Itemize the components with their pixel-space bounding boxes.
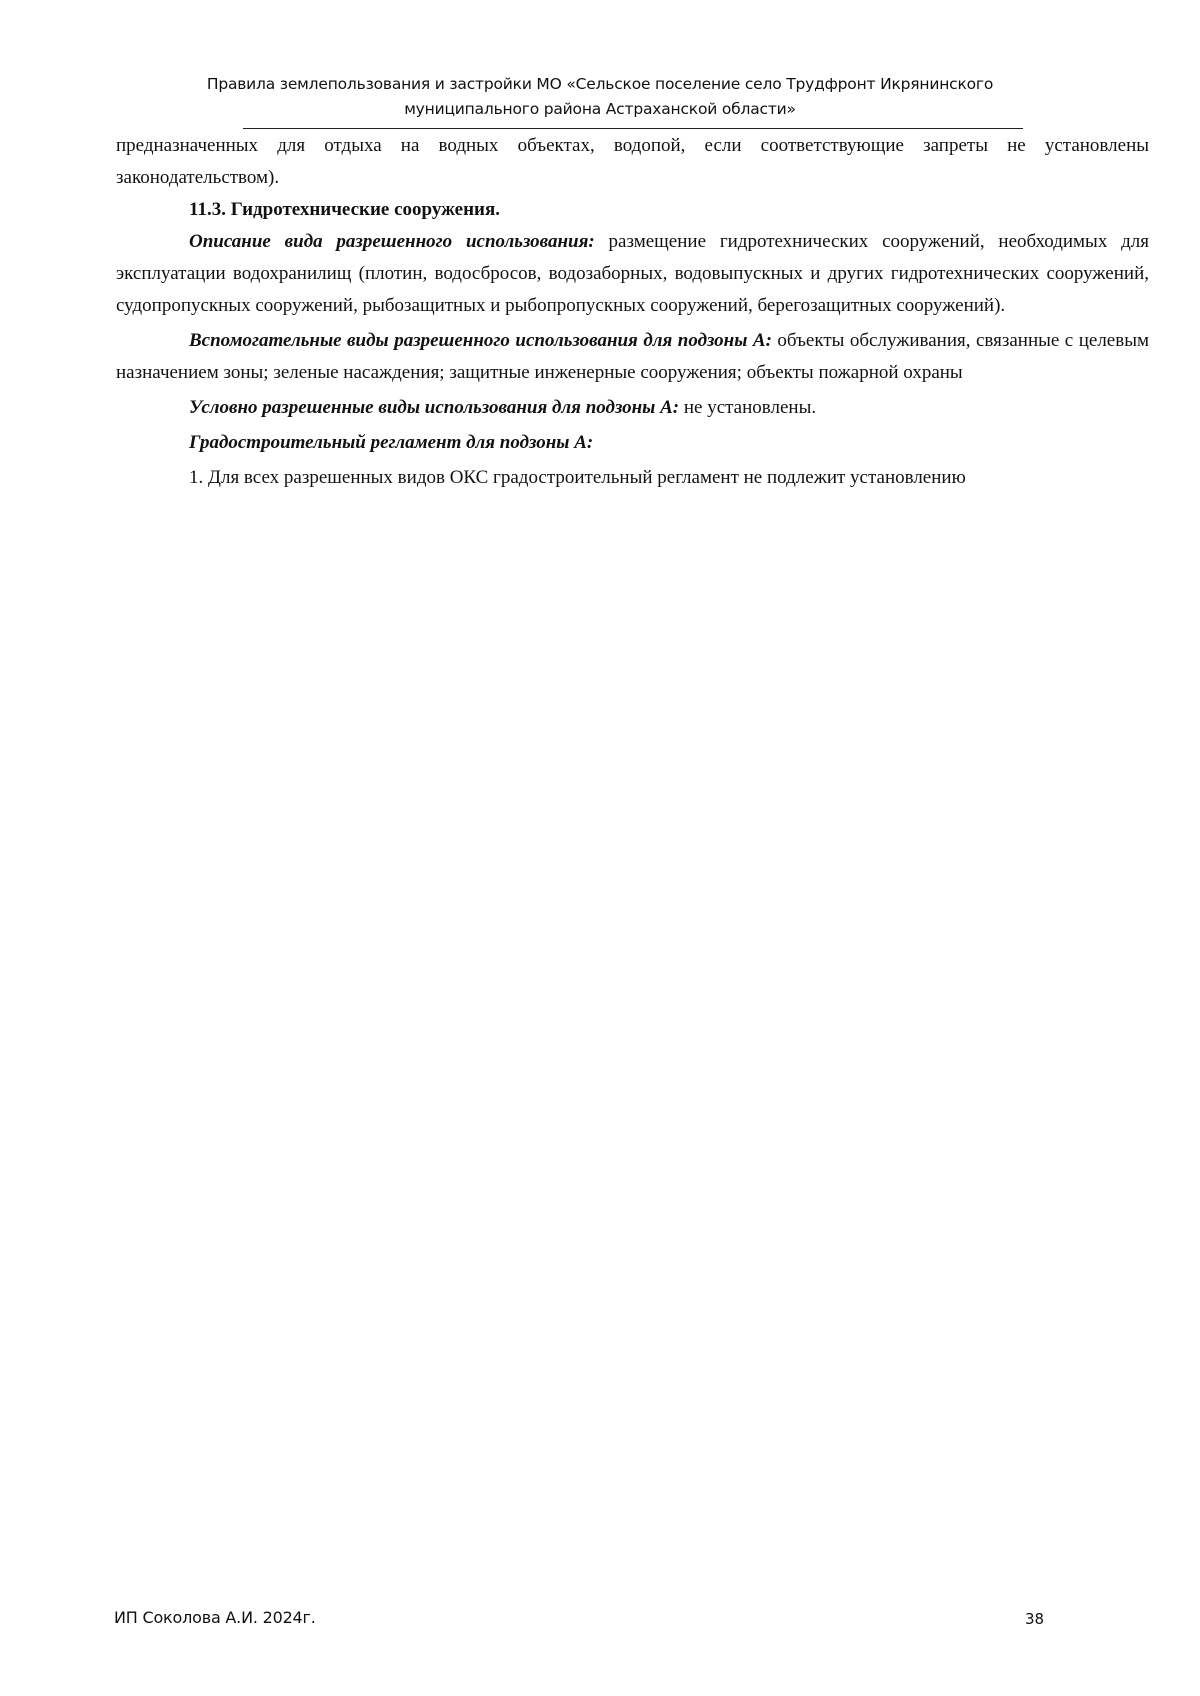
auxiliary-text: объекты обслуживания, связанные с целевым назначением зоны; зеленые насаждения; защитные инженерные сооружения; объекты пожарной охраны — [116, 330, 1150, 383]
header-line-1: Правила землепользования и застройки МО «Сельское поселение село Трудфронт Икрянинского — [206, 75, 994, 93]
auxiliary-paragraph — [116, 325, 1149, 389]
document-body — [116, 130, 1149, 494]
section-heading: 11.3. Гидротехнические сооружения. — [189, 199, 500, 220]
header-divider — [243, 128, 1023, 129]
conditional-text: не установлены. — [679, 397, 817, 418]
conditional-paragraph — [116, 392, 1149, 424]
regulation-heading: Градостроительный регламент для подзоны А: — [189, 432, 594, 453]
auxiliary-label: Вспомогательные виды разрешенного использования для подзоны А: — [189, 330, 772, 351]
header-line-2: муниципального района Астраханской области» — [404, 100, 796, 118]
footer-author: ИП Соколова А.И. 2024г. — [114, 1608, 316, 1627]
description-text: размещение гидротехнических сооружений, необходимых для эксплуатации водохранилищ (плотин, водосбросов, водозаборных, водовыпускных и других гидротехнических сооружений, судопропускных сооружений, рыбозащитных и рыбопропускных сооружений, берегозащитных сооружений). — [116, 231, 1150, 316]
continuation-paragraph: предназначенных для отдыха на водных объектах, водопой, если соответствующие запреты не установлены законодательством). — [116, 135, 1149, 188]
page-number: 38 — [1025, 1610, 1045, 1628]
description-paragraph — [116, 226, 1149, 322]
conditional-label: Условно разрешенные виды использования для подзоны А: — [189, 397, 680, 418]
page-header — [160, 72, 1040, 122]
description-label: Описание вида разрешенного использования: — [189, 231, 595, 252]
regulation-list-item: 1. Для всех разрешенных видов ОКС градостроительный регламент не подлежит установлению — [189, 467, 966, 488]
